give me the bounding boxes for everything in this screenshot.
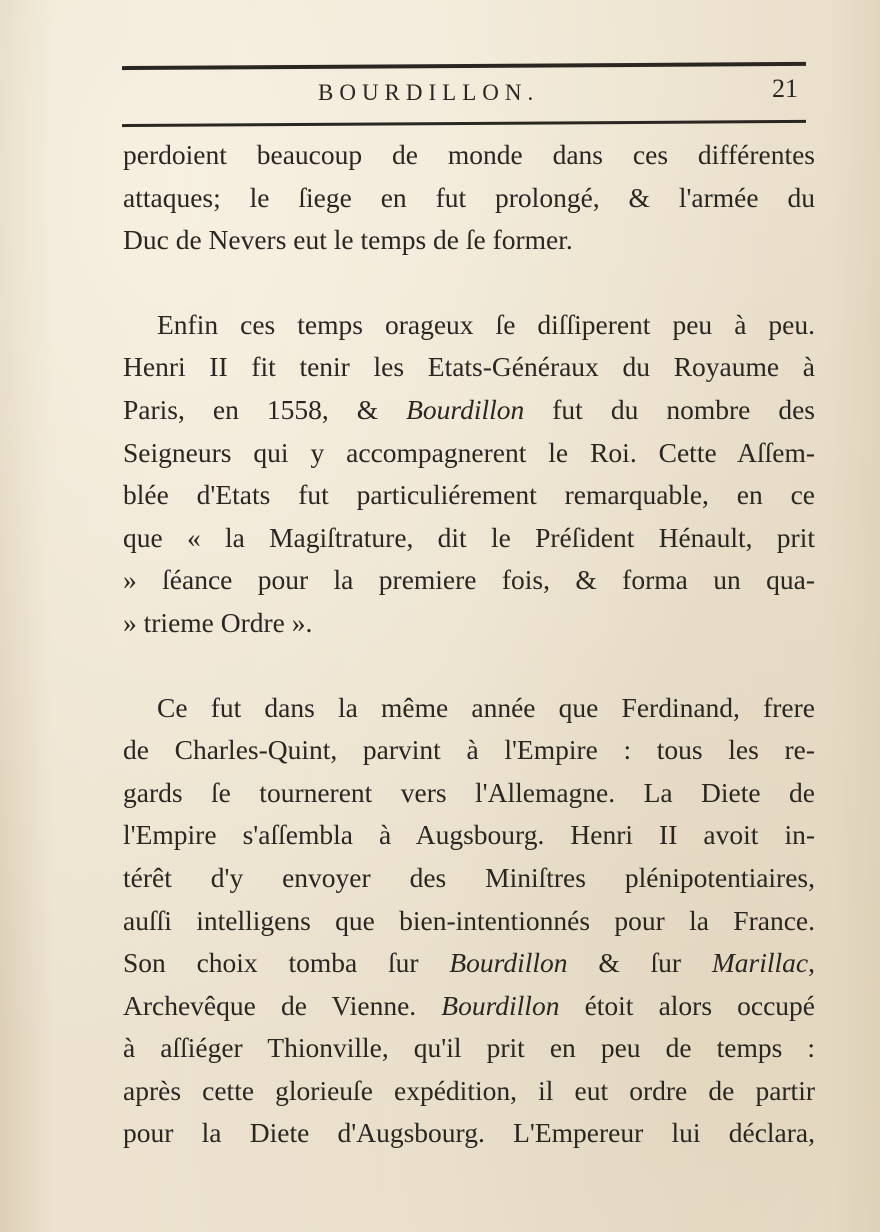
body-text [123, 134, 815, 1155]
paragraph-3 [123, 687, 815, 1156]
text-line: » trieme Ordre ». [123, 606, 313, 638]
text-line [123, 389, 815, 432]
name-bourdillon: Bourdillon [449, 947, 568, 979]
text-line: Ce fut dans la même année que Ferdinand, frere [157, 691, 815, 723]
text-line: perdoient beaucoup de monde dans ces différentes [123, 139, 815, 170]
text-line: térêt d'y envoyer des Miniſtres plénipotentiaires, [123, 861, 815, 893]
text-line: à aſſiéger Thionville, qu'il prit en peu de temps : [123, 1032, 815, 1064]
text-run: étoit alors occupé [559, 989, 816, 1021]
header-rule-bottom [122, 120, 806, 127]
running-head: BOURDILLON. [318, 80, 540, 105]
text-run: Archevêque de Vienne. [123, 989, 442, 1021]
text-run: Paris, en 1558, & [123, 393, 407, 425]
text-line: Seigneurs qui y accompagnerent le Roi. Cette Aſſem- [123, 436, 815, 468]
text-line [123, 985, 815, 1028]
text-line: Enfin ces temps orageux ſe diſſiperent peu à peu. [157, 308, 815, 340]
name-bourdillon: Bourdillon [441, 989, 560, 1021]
text-line: auſſi intelligens que bien-intentionnés pour la France. [123, 904, 815, 936]
page-number: 21 [772, 74, 798, 103]
name-marillac: Marillac [711, 947, 809, 979]
name-bourdillon: Bourdillon [406, 393, 525, 425]
text-line: de Charles-Quint, parvint à l'Empire : tous les re- [123, 734, 815, 766]
text-line: Duc de Nevers eut le temps de ſe former. [123, 224, 573, 256]
text-line: après cette glorieuſe expédition, il eut ordre de partir [123, 1074, 815, 1106]
text-run: , [808, 947, 815, 979]
header-rule-top [122, 62, 806, 70]
text-run: Son choix tomba ſur [123, 947, 450, 979]
text-line: Henri II fit tenir les Etats-Généraux du Royaume à [123, 351, 815, 383]
text-line [123, 942, 815, 985]
text-line: » ſéance pour la premiere fois, & forma un qua- [123, 564, 815, 596]
text-line: pour la Diete d'Augsbourg. L'Empereur lui déclara, [123, 1117, 815, 1149]
text-line: attaques; le ſiege en fut prolongé, & l'armée du [123, 181, 815, 213]
text-line: blée d'Etats fut particuliérement remarquable, en ce [123, 479, 815, 511]
paragraph-2 [123, 304, 815, 645]
text-line: que « la Magiſtrature, dit le Préſident Hénault, prit [123, 521, 815, 553]
text-run: & ſur [567, 947, 712, 979]
text-line: gards ſe tournerent vers l'Allemagne. La Diete de [123, 776, 815, 808]
text-run: fut du nombre des [524, 393, 815, 425]
paragraph-1 [123, 134, 815, 262]
text-line: l'Empire s'aſſembla à Augsbourg. Henri II avoit in- [123, 819, 815, 851]
